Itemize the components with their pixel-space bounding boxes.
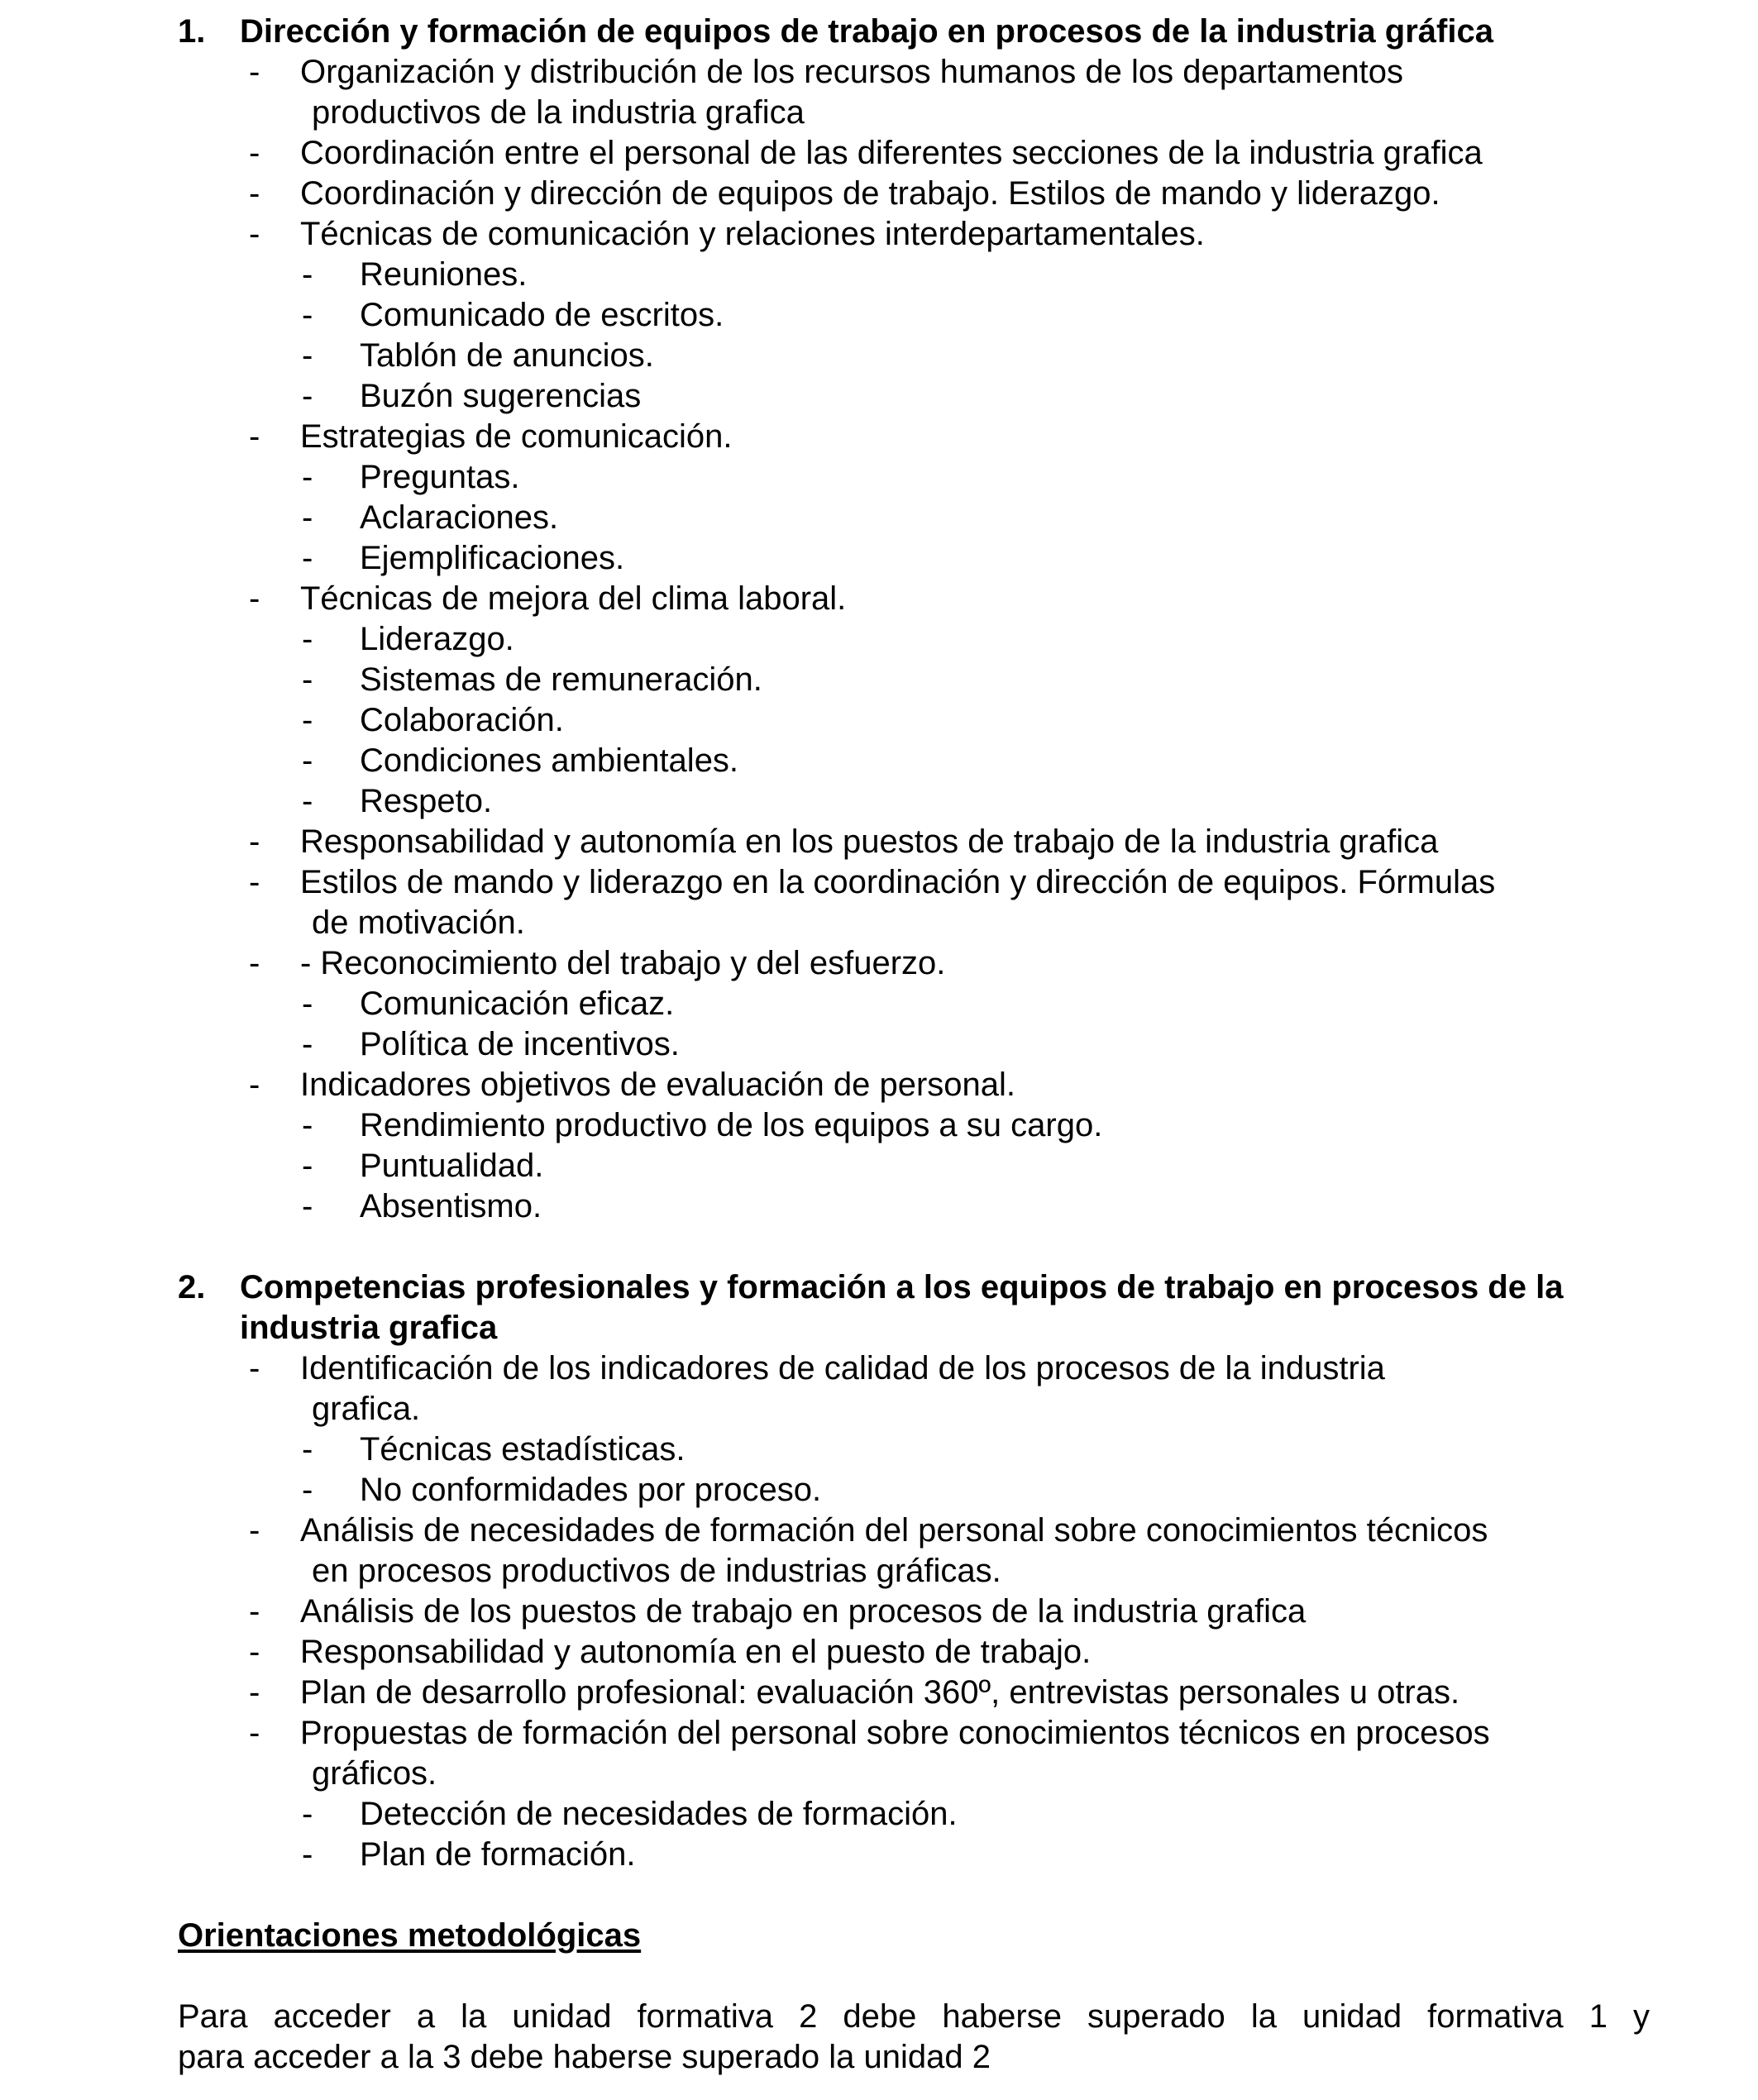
list-item-text: Estrategias de comunicación. bbox=[300, 418, 733, 455]
list-item-text: Sistemas de remuneración. bbox=[360, 661, 762, 698]
bullet-dash: - bbox=[302, 1188, 313, 1224]
bullet-dash: - bbox=[249, 1512, 260, 1549]
section-title: Competencias profesionales y formación a los equipos de trabajo en procesos de la industria grafica bbox=[240, 1269, 1564, 1346]
list-item-text: Detección de necesidades de formación. bbox=[360, 1796, 958, 1832]
list-item-text: Buzón sugerencias bbox=[360, 378, 642, 414]
spacer bbox=[178, 1227, 1650, 1267]
list-item-text: Coordinación y dirección de equipos de trabajo. Estilos de mando y liderazgo. bbox=[300, 175, 1440, 212]
sub-list-item bbox=[178, 1470, 1650, 1511]
orientaciones-paragraph bbox=[178, 1997, 1650, 2078]
list-item-text: Respeto. bbox=[360, 783, 493, 819]
bullet-dash: - bbox=[249, 580, 260, 617]
section-title: Dirección y formación de equipos de trabajo en procesos de la industria gráfica bbox=[240, 13, 1493, 50]
list-item-text: Responsabilidad y autonomía en los puestos de trabajo de la industria grafica bbox=[300, 823, 1439, 860]
spacer bbox=[178, 1956, 1650, 1997]
section-heading bbox=[178, 12, 1650, 52]
section-heading bbox=[178, 1267, 1650, 1348]
bullet-dash: - bbox=[302, 1796, 313, 1832]
sub-list-item bbox=[178, 376, 1650, 417]
bullet-dash: - bbox=[302, 661, 313, 698]
list-item bbox=[178, 417, 1650, 457]
paragraph-line: para acceder a la 3 debe haberse superado la unidad 2 bbox=[178, 2039, 991, 2075]
list-item-continuation: productivos de la industria grafica bbox=[312, 94, 805, 131]
list-item-text: Plan de formación. bbox=[360, 1836, 636, 1873]
list-item-text: Identificación de los indicadores de calidad de los procesos de la industria bbox=[300, 1350, 1385, 1386]
document-body bbox=[178, 12, 1650, 2078]
list-item-text: Política de incentivos. bbox=[360, 1026, 680, 1062]
list-item-text: Ejemplificaciones. bbox=[360, 540, 625, 576]
list-item-continuation: de motivación. bbox=[312, 904, 525, 941]
list-item bbox=[178, 1592, 1650, 1632]
list-item bbox=[178, 1713, 1650, 1794]
list-item-text: Propuestas de formación del personal sobre conocimientos técnicos en procesos bbox=[300, 1715, 1490, 1751]
list-item-text: Técnicas de mejora del clima laboral. bbox=[300, 580, 847, 617]
list-item bbox=[178, 862, 1650, 943]
sub-list-item bbox=[178, 1186, 1650, 1227]
list-item-continuation: en procesos productivos de industrias gráficas. bbox=[312, 1553, 1001, 1589]
sub-list-item bbox=[178, 1105, 1650, 1146]
list-item-text: Coordinación entre el personal de las diferentes secciones de la industria grafica bbox=[300, 135, 1483, 171]
list-item-text: Organización y distribución de los recursos humanos de los departamentos bbox=[300, 54, 1404, 90]
bullet-dash: - bbox=[302, 1431, 313, 1468]
bullet-dash: - bbox=[302, 1836, 313, 1873]
list-item bbox=[178, 1632, 1650, 1673]
bullet-dash: - bbox=[302, 986, 313, 1022]
paragraph-line: Para acceder a la unidad formativa 2 debe haberse superado la unidad formativa 1 y bbox=[178, 1998, 1650, 2035]
sub-list-item bbox=[178, 984, 1650, 1024]
sub-list-item bbox=[178, 700, 1650, 741]
list-item-text: Condiciones ambientales. bbox=[360, 742, 739, 779]
list-item-text: Rendimiento productivo de los equipos a su cargo. bbox=[360, 1107, 1103, 1143]
bullet-dash: - bbox=[302, 621, 313, 657]
sub-list-item bbox=[178, 498, 1650, 538]
list-item bbox=[178, 1511, 1650, 1592]
list-item-text: Preguntas. bbox=[360, 459, 520, 495]
list-item-text: Comunicado de escritos. bbox=[360, 297, 724, 333]
sub-list-item bbox=[178, 295, 1650, 336]
list-item bbox=[178, 1065, 1650, 1105]
sub-list-item bbox=[178, 660, 1650, 700]
list-item-text: Plan de desarrollo profesional: evaluación 360º, entrevistas personales u otras. bbox=[300, 1674, 1460, 1711]
sub-list-item bbox=[178, 1024, 1650, 1065]
bullet-dash: - bbox=[302, 783, 313, 819]
bullet-dash: - bbox=[302, 1148, 313, 1184]
sub-list-item bbox=[178, 1794, 1650, 1835]
list-item bbox=[178, 214, 1650, 255]
spacer bbox=[178, 1875, 1650, 1916]
list-item-text: Comunicación eficaz. bbox=[360, 986, 675, 1022]
sub-list-item bbox=[178, 255, 1650, 295]
list-item bbox=[178, 822, 1650, 862]
sub-list-item bbox=[178, 1429, 1650, 1470]
section-number: 2. bbox=[178, 1269, 206, 1305]
bullet-dash: - bbox=[249, 135, 260, 171]
bullet-dash: - bbox=[302, 378, 313, 414]
list-item bbox=[178, 52, 1650, 133]
list-item-text: Análisis de necesidades de formación del personal sobre conocimientos técnicos bbox=[300, 1512, 1488, 1549]
list-item-text: Estilos de mando y liderazgo en la coordinación y dirección de equipos. Fórmulas bbox=[300, 864, 1496, 900]
list-item-continuation: grafica. bbox=[312, 1391, 421, 1427]
list-item-text: - Reconocimiento del trabajo y del esfuerzo. bbox=[300, 945, 946, 981]
list-item-text: Aclaraciones. bbox=[360, 499, 559, 536]
bullet-dash: - bbox=[249, 823, 260, 860]
list-item-text: Reuniones. bbox=[360, 256, 528, 293]
sub-list-item bbox=[178, 336, 1650, 376]
bullet-dash: - bbox=[249, 1715, 260, 1751]
sub-list-item bbox=[178, 619, 1650, 660]
bullet-dash: - bbox=[249, 1674, 260, 1711]
bullet-dash: - bbox=[249, 864, 260, 900]
list-item-text: Absentismo. bbox=[360, 1188, 542, 1224]
list-item-text: Liderazgo. bbox=[360, 621, 514, 657]
sub-list-item bbox=[178, 538, 1650, 579]
list-item-text: Tablón de anuncios. bbox=[360, 337, 654, 374]
sub-list-item bbox=[178, 741, 1650, 781]
sub-list-item bbox=[178, 781, 1650, 822]
bullet-dash: - bbox=[249, 175, 260, 212]
bullet-dash: - bbox=[249, 54, 260, 90]
bullet-dash: - bbox=[302, 337, 313, 374]
bullet-dash: - bbox=[249, 1067, 260, 1103]
bullet-dash: - bbox=[249, 216, 260, 252]
bullet-dash: - bbox=[302, 702, 313, 738]
bullet-dash: - bbox=[302, 540, 313, 576]
orientaciones-title: Orientaciones metodológicas bbox=[178, 1917, 642, 1954]
bullet-dash: - bbox=[302, 256, 313, 293]
list-item bbox=[178, 133, 1650, 174]
list-item-continuation: gráficos. bbox=[312, 1755, 437, 1792]
list-item bbox=[178, 174, 1650, 214]
bullet-dash: - bbox=[302, 1026, 313, 1062]
list-item-text: No conformidades por proceso. bbox=[360, 1472, 822, 1508]
bullet-dash: - bbox=[302, 1107, 313, 1143]
bullet-dash: - bbox=[249, 1634, 260, 1670]
bullet-dash: - bbox=[249, 1350, 260, 1386]
list-item-text: Colaboración. bbox=[360, 702, 564, 738]
list-item bbox=[178, 579, 1650, 619]
bullet-dash: - bbox=[249, 418, 260, 455]
bullet-dash: - bbox=[249, 1593, 260, 1630]
sub-list-item bbox=[178, 1835, 1650, 1875]
list-item-text: Técnicas estadísticas. bbox=[360, 1431, 686, 1468]
sections-container bbox=[178, 12, 1650, 1875]
bullet-dash: - bbox=[302, 1472, 313, 1508]
sub-list-item bbox=[178, 1146, 1650, 1186]
list-item-text: Responsabilidad y autonomía en el puesto de trabajo. bbox=[300, 1634, 1092, 1670]
list-item-text: Puntualidad. bbox=[360, 1148, 544, 1184]
bullet-dash: - bbox=[302, 459, 313, 495]
section-number: 1. bbox=[178, 13, 206, 50]
list-item-text: Análisis de los puestos de trabajo en procesos de la industria grafica bbox=[300, 1593, 1307, 1630]
list-item-text: Indicadores objetivos de evaluación de personal. bbox=[300, 1067, 1016, 1103]
list-item bbox=[178, 1673, 1650, 1713]
bullet-dash: - bbox=[302, 499, 313, 536]
list-item-text: Técnicas de comunicación y relaciones interdepartamentales. bbox=[300, 216, 1205, 252]
sub-list-item bbox=[178, 457, 1650, 498]
list-item bbox=[178, 1348, 1650, 1429]
bullet-dash: - bbox=[302, 297, 313, 333]
bullet-dash: - bbox=[249, 945, 260, 981]
bullet-dash: - bbox=[302, 742, 313, 779]
list-item bbox=[178, 943, 1650, 984]
